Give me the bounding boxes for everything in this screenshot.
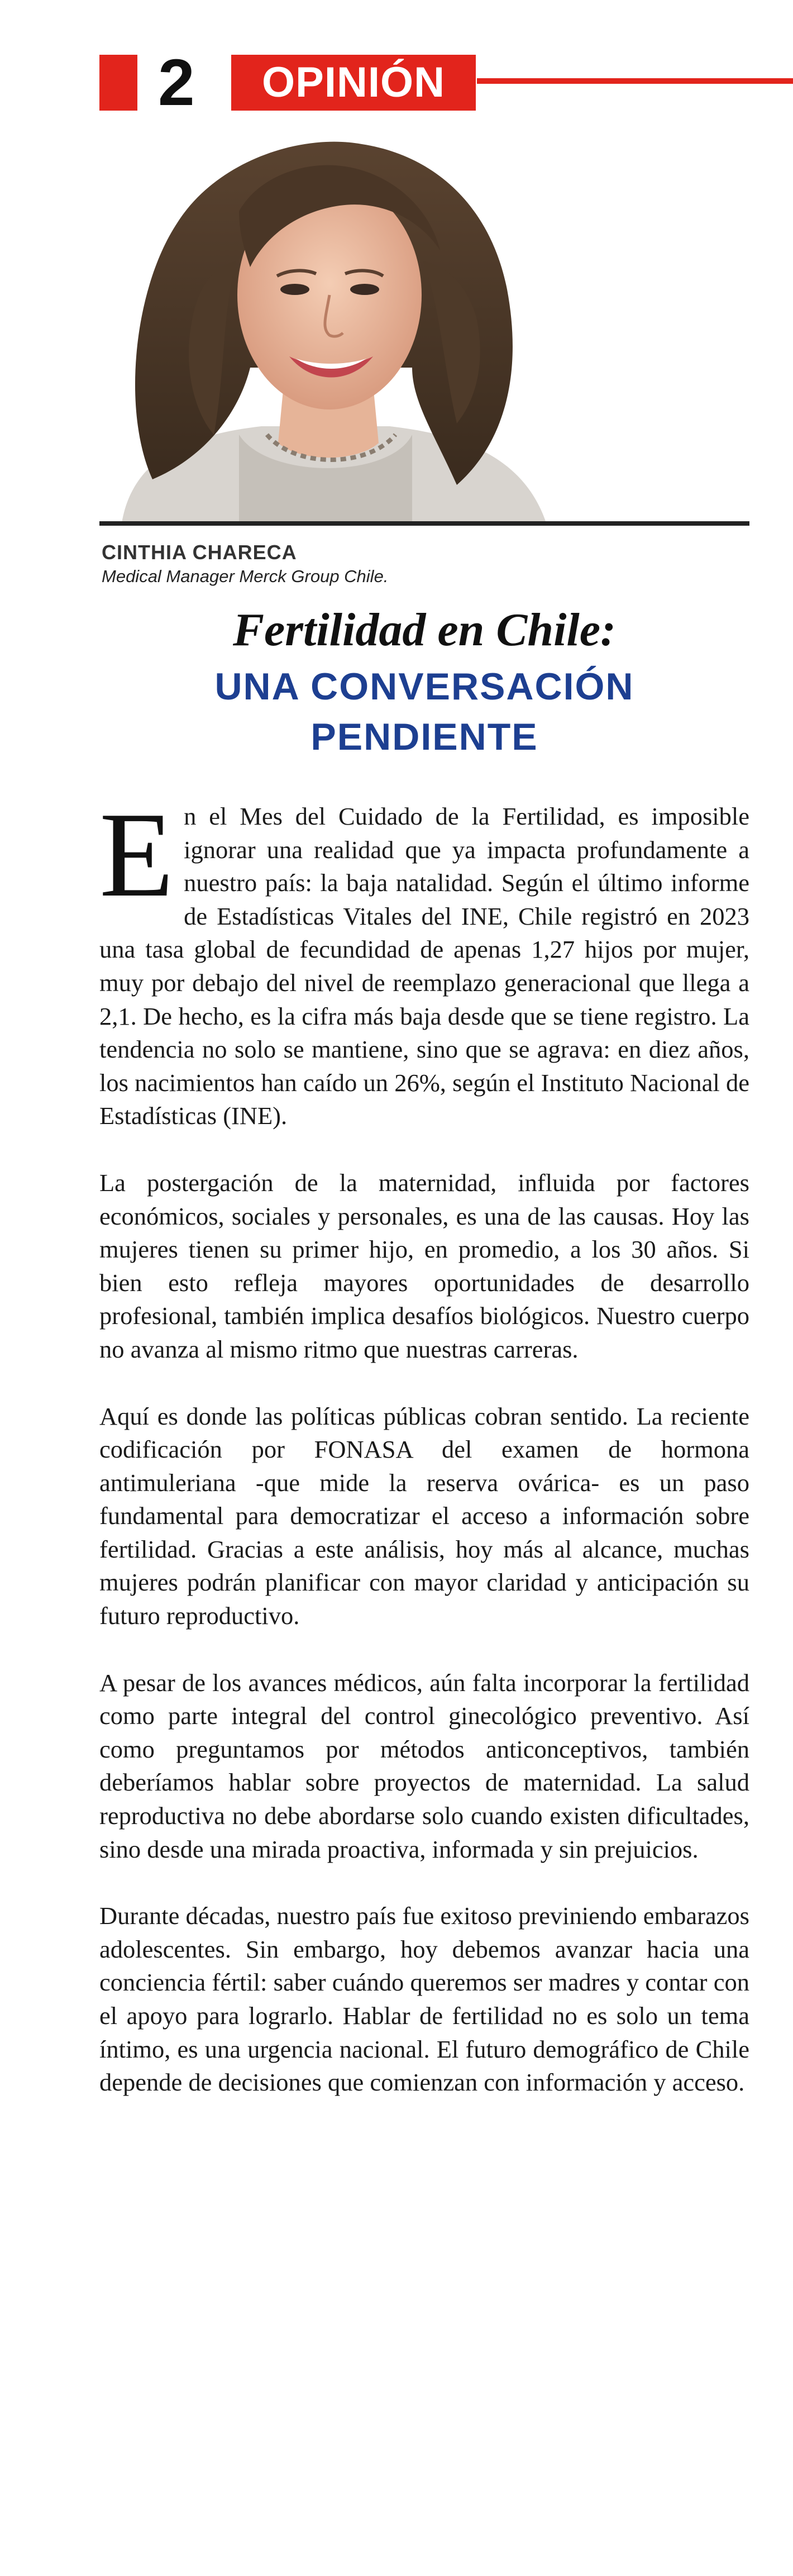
- author-photo: [99, 122, 749, 523]
- article-title: Fertilidad en Chile:: [232, 604, 617, 656]
- article-body: [99, 788, 749, 2133]
- section-header: [99, 46, 793, 120]
- paragraph-1: [99, 788, 749, 1133]
- drop-cap: E: [99, 788, 174, 922]
- author-name: CINTHIA CHARECA: [102, 541, 297, 564]
- section-label: OPINIÓN: [231, 55, 476, 111]
- portrait-illustration: [99, 122, 749, 523]
- paragraph-1-text: n el Mes del Cuidado de la Fertilidad, es imposible ignorar una realidad que ya impacta profundamente a nuestro país: la baja natalidad. Según el último informe de Estadísticas Vitales del INE, Chile registró en 2023 una tasa global de fecundidad de apenas 1,27 hijos por mujer, muy por debajo del nivel de reemplazo generacional que llega a 2,1. De hecho, es la cifra más baja desde que se tiene registro. La tendencia no solo se mantiene, sino que se agrava: en diez años, los nacimientos han caído un 26%, según el Instituto Nacional de Estadísticas (INE).: [99, 802, 749, 1130]
- paragraph-2: La postergación de la maternidad, influida por factores económicos, sociales y personales, es una de las causas. Hoy las mujeres tienen su primer hijo, en promedio, a los 30 años. Si bien esto refleja mayores oportunidades de desarrollo profesional, también implica desafíos biológicos. Nuestro cuerpo no avanza al mismo ritmo que nuestras carreras.: [99, 1168, 749, 1363]
- subtitle-line-2: PENDIENTE: [310, 716, 538, 758]
- paragraph-4: A pesar de los avances médicos, aún falta incorporar la fertilidad como parte integral del control ginecológico preventivo. Así como preguntamos por métodos anticonceptivos, también deberíamos hablar sobre proyectos de maternidad. La salud reproductiva no debe abordarse solo cuando existen dificultades, sino desde una mirada proactiva, informada y sin prejuicios.: [99, 1668, 749, 1863]
- header-rule: [477, 78, 793, 84]
- header-red-block: [99, 55, 137, 111]
- paragraph-3: Aquí es donde las políticas públicas cobran sentido. La reciente codificación por FONASA del examen de hormona antimuleriana -que mide la reserva ovárica- es un paso fundamental para democratizar el acceso a información sobre fertilidad. Gracias a este análisis, hoy más al alcance, muchas mujeres podrán planificar con mayor claridad y anticipación su futuro reproductivo.: [99, 1402, 749, 1630]
- page-number: 2: [158, 46, 195, 120]
- article-subtitle: [99, 661, 749, 762]
- photo-divider: [99, 521, 749, 526]
- paragraph-5: Durante décadas, nuestro país fue exitoso previniendo embarazos adolescentes. Sin embargo, hoy debemos avanzar hacia una conciencia fértil: saber cuándo queremos ser madres y contar con el apoyo para lograrlo. Hablar de fertilidad no es solo un tema íntimo, es una urgencia nacional. El futuro demográfico de Chile depende de decisiones que comienzan con información y acceso.: [99, 1902, 749, 2097]
- author-role: Medical Manager Merck Group Chile.: [102, 566, 389, 586]
- subtitle-line-1: UNA CONVERSACIÓN: [214, 665, 634, 708]
